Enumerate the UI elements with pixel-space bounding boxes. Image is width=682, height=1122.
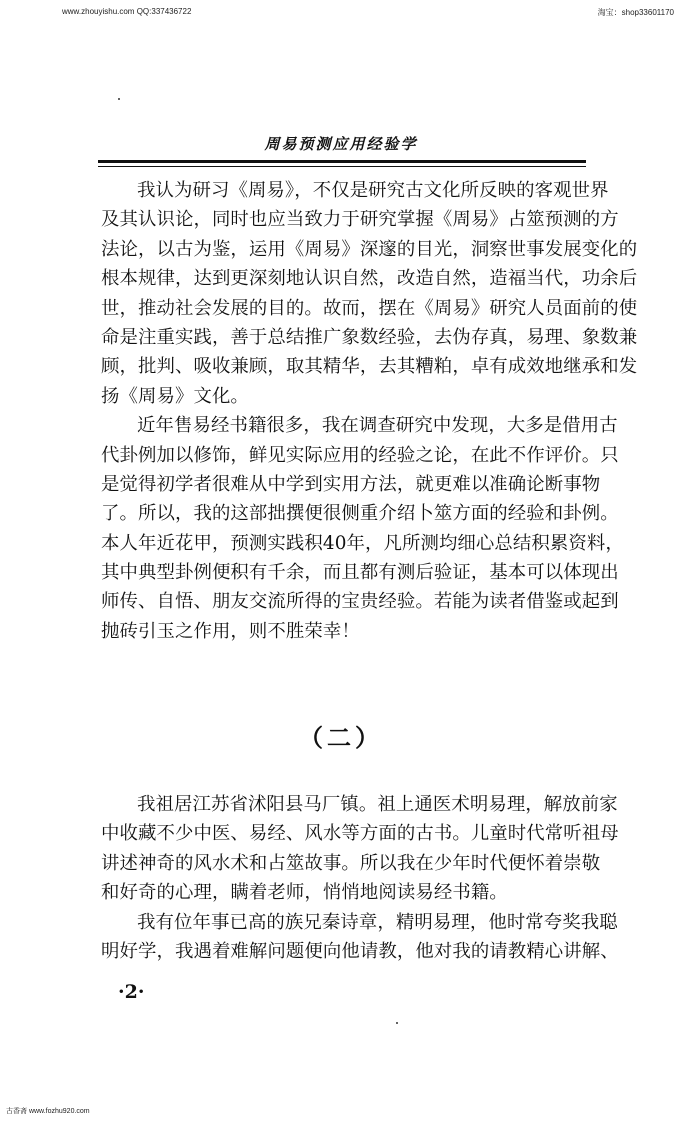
body-line: 根本规律，达到更深刻地认识自然，改造自然，造福当代，功余后 (101, 268, 638, 290)
body-line: 我认为研习《周易》，不仅是研究古文化所反映的客观世界 (137, 180, 609, 201)
body-line: 顾，批判、吸收兼顾，取其精华，去其糟粕，卓有成效地继承和发 (101, 356, 638, 378)
body-line: 扬《周易》文化。 (101, 385, 249, 407)
body-line: 我有位年事已高的族兄秦诗章，精明易理，他时常夸奖我聪 (137, 911, 618, 933)
body-line: 是觉得初学者很难从中学到实用方法，就更难以准确论断事物 (101, 473, 601, 495)
footer-left-text: 古香斋 www.fozhu920.com (6, 1108, 90, 1115)
scan-speck (396, 1022, 398, 1024)
body-line: 和好奇的心理，瞒着老师，悄悄地阅读易经书籍。 (101, 882, 508, 904)
header-rule-thin (98, 166, 586, 167)
body-line: 中收藏不少中医、易经、风水等方面的古书。儿童时代常听祖母 (101, 823, 619, 845)
body-line: 世，推动社会发展的目的。故而，摆在《周易》研究人员面前的使 (101, 297, 638, 319)
body-line: 代卦例加以修饰，鲜见实际应用的经验之论，在此不作评价。只 (101, 444, 619, 466)
body-line: 了。所以，我的这部拙撰便很侧重介绍卜筮方面的经验和卦例。 (101, 503, 619, 525)
header-rule-thick (98, 160, 586, 163)
body-line: 师传、自悟、朋友交流所得的宝贵经验。若能为读者借鉴或起到 (101, 591, 619, 613)
body-line: 我祖居江苏省沭阳县马厂镇。祖上通医术明易理，解放前家 (137, 794, 618, 815)
body-line: 抛砖引玉之作用，则不胜荣幸！ (101, 620, 360, 642)
body-line: 及其认识论，同时也应当致力于研究掌握《周易》占筮预测的方 (101, 209, 619, 231)
body-line: 讲述神奇的风水术和占筮故事。所以我在少年时代便怀着崇敬 (101, 852, 601, 874)
body-line: 其中典型卦例便积有千余，而且都有测后验证，基本可以体现出 (101, 562, 619, 584)
body-text-block-2 (101, 790, 619, 966)
body-line: 命是注重实践，善于总结推广象数经验，去伪存真，易理、象数兼 (101, 326, 638, 348)
section-heading: （二） (299, 723, 383, 752)
body-text-block-1 (101, 176, 638, 646)
header-left-text: www.zhouyishu.com QQ:337436722 (62, 7, 192, 16)
body-line: 近年售易经书籍很多，我在调查研究中发现，大多是借用古 (137, 415, 618, 437)
header-right-text: 淘宝：shop33601170 (597, 8, 674, 17)
scan-speck (118, 98, 120, 100)
running-head: 周易预测应用经验学 (264, 135, 418, 153)
body-line: 本人年近花甲，预测实践积40年，凡所测均细心总结积累资料， (101, 532, 624, 554)
body-line: 法论，以古为鉴，运用《周易》深邃的目光，洞察世事发展变化的 (101, 238, 638, 260)
body-line: 明好学，我遇着难解问题便向他请教，他对我的请教精心讲解、 (101, 940, 619, 962)
page-number: ·2· (118, 981, 145, 1003)
